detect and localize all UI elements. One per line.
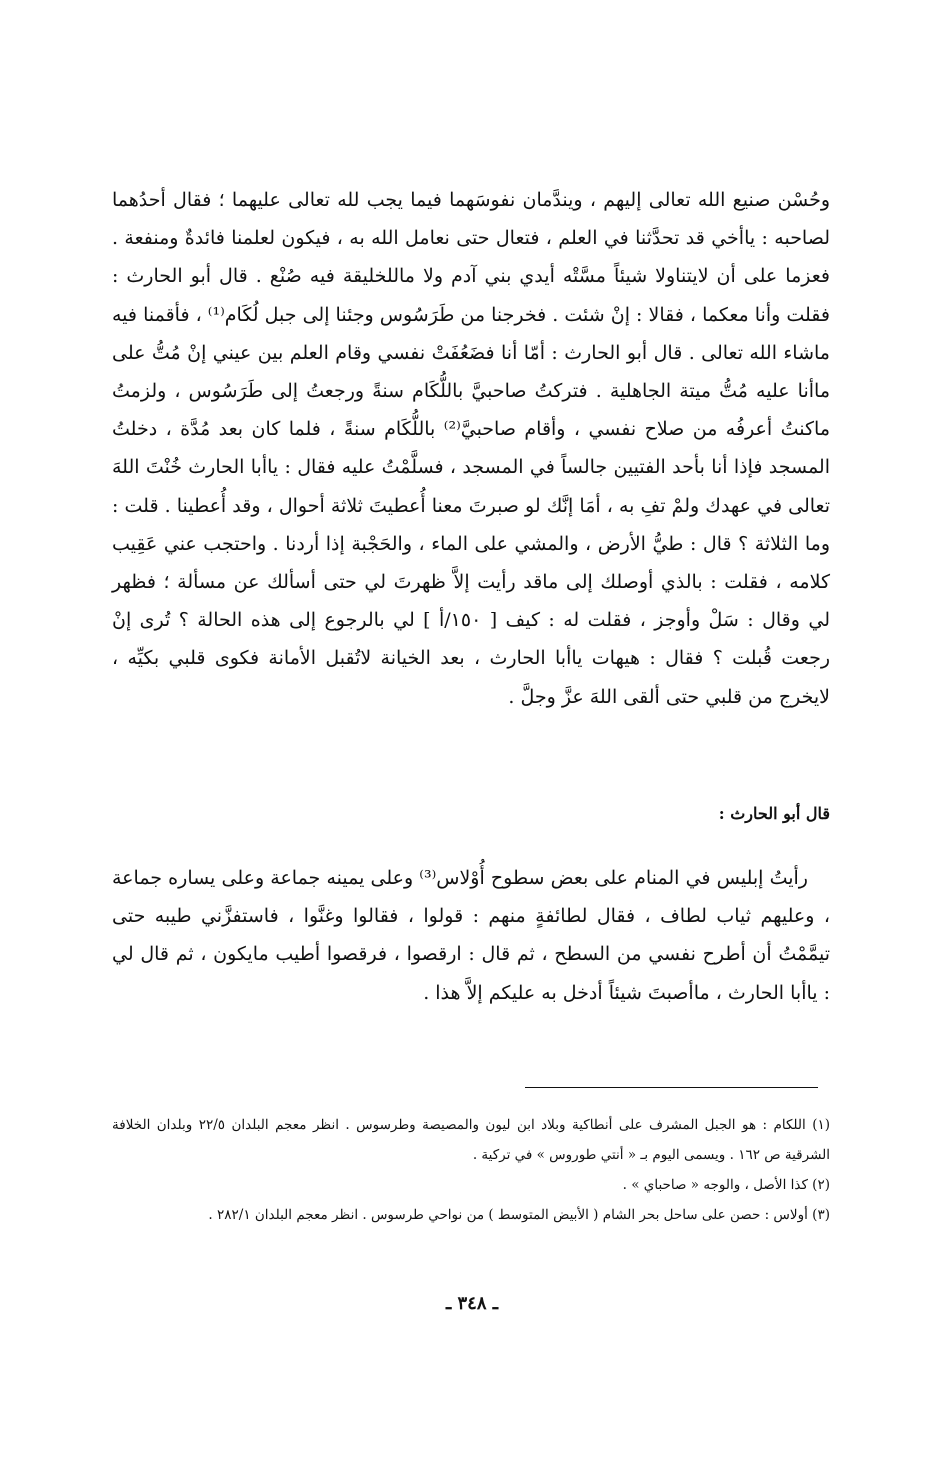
page-number: ـ ٣٤٨ ـ — [445, 1293, 499, 1314]
footnotes — [112, 1110, 830, 1230]
footnote-divider — [525, 1087, 818, 1088]
footnote-2: (٢) كذا الأصل ، والوجه « صاحباي » . — [622, 1177, 830, 1193]
footnote-3: (٣) أولاس : حصن على ساحل بحر الشام ( الأبيض المتوسط ) من نواحي طرسوس . انظر معجم البلدان ٢٨٢/١ . — [208, 1207, 830, 1223]
body-paragraph-1: وحُسْن صنيع الله تعالى إليهم ، ويندَّمان نفوسَهما فيما يجب لله تعالى عليهما ؛ فقال أحدُهما لصاحبه : ياأخي قد تحدَّثنا في العلم ، فتعال حتى نعامل الله به ، فيكون لعلمنا فائدةٌ ومنفعة . فعزما على أن لايتناولا شيئاً مسَّتْه أيدي بني آدم ولا ماللخليقة فيه صُنْع . قال أبو الحارث : فقلت وأنا معكما ، فقالا : إنْ شئت . فخرجنا من طَرَسُوس وجئنا إلى جبل لُكَام⁽¹⁾ ، فأقمنا فيه ماشاء الله تعالى . قال أبو الحارث : أمّا أنا فضَعُفَتْ نفسي وقام العلم بين عيني إنْ مُتُّ على ماأنا عليه مُتُّ ميتة الجاهلية . فتركتُ صاحبيَّ باللُّكَام سنةً ورجعتُ إلى طَرَسُوس ، ولزمتُ ماكنتُ أعرفُه من صلاح نفسي ، وأقام صاحبيَّ⁽²⁾ باللُّكَام سنةً ، فلما كان بعد مُدَّة ، دخلتُ المسجد فإذا أنا بأحد الفتيين جالساً في المسجد ، فسلَّمْتُ عليه فقال : ياأبا الحارث خُنْتَ اللهَ تعالى في عهدك ولمْ تفِ به ، أمَا إنَّك لو صبرتَ معنا أُعطيتَ ثلاثة أحوال ، وقد أُعطينا . قلت : وما الثلاثة ؟ قال : طيُّ الأرض ، والمشي على الماء ، والحَجْبة إذا أردنا . واحتجب عني عَقِيب كلامه ، فقلت : بالذي أوصلك إلى ماقد رأيت إلاَّ ظهرتَ لي حتى أسألك عن مسألة ؛ فظهر لي وقال : سَلْ وأوجز ، فقلت له : كيف [ ١٥٠/أ ] لي بالرجوع إلى هذه الحالة ؟ تُرى إنْ رجعت قُبلت ؟ فقال : هيهات ياأبا الحارث ، بعد الخيانة لاتُقبل الأمانة فكوى قلبي بكيِّه ، لايخرج من قلبي حتى ألقى اللهَ عزَّ وجلَّ . — [112, 189, 831, 708]
body-paragraph-2: رأيتُ إبليس في المنام على بعض سطوح أُوْلاس⁽³⁾ وعلى يمينه جماعة وعلى يساره جماعة ، وعليهم ثياب لطاف ، فقال لطائفةٍ منهم : قولوا ، فقالوا وغنَّوا ، فاستفزَّني طيبه حتى تيمَّمْتُ أن أطرح نفسي من السطح ، ثم قال : ارقصوا ، فرقصوا أطيب مايكون ، ثم قال لي : ياأبا الحارث ، ماأصبتَ شيئاً أدخل به عليكم إلاَّ هذا . — [112, 867, 830, 1004]
footnote-1: (١) اللكام : هو الجبل المشرف على أنطاكية وبلاد ابن ليون والمصيصة وطرسوس . انظر معجم البلدان ٢٢/٥ وبلدان الخلافة الشرقية ص ١٦٢ . ويسمى اليوم بـ « أنتي طوروس » في تركية . — [112, 1117, 831, 1163]
section-heading: قال أبو الحارث : — [718, 804, 830, 823]
